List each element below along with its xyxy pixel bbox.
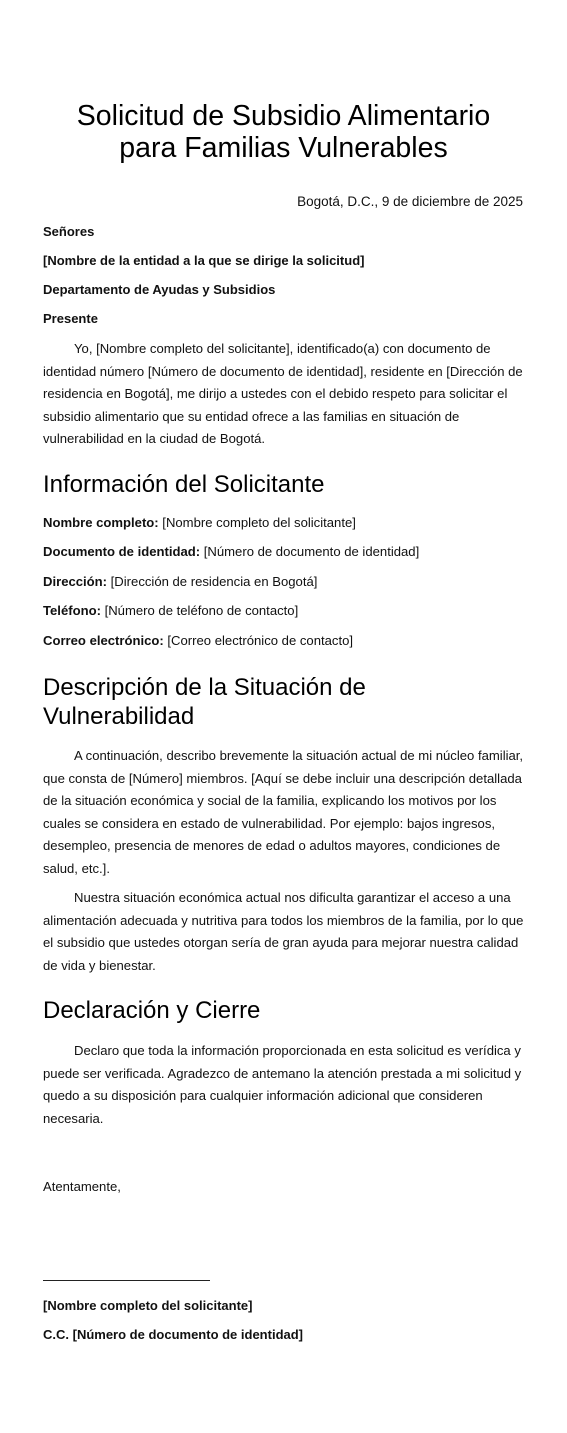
recipient-presente: Presente — [43, 311, 98, 326]
signature-id: C.C. [Número de documento de identidad] — [43, 1327, 304, 1342]
field-label: Nombre completo: — [43, 515, 159, 530]
recipient-entity: [Nombre de la entidad a la que se dirige la solicitud] — [43, 253, 365, 268]
title-line-2: para Familias Vulnerables — [119, 132, 448, 164]
field-full-name — [43, 514, 356, 532]
field-id-document — [43, 543, 419, 561]
field-phone — [43, 602, 298, 620]
document-date: Bogotá, D.C., 9 de diciembre de 2025 — [297, 194, 523, 209]
declaration-paragraph: Declaro que toda la información proporcionada en esta solicitud es verídica y puede ser verificada. Agradezco de antemano la atención prestada a mi solicitud y quedo a su disposición para cualquier información adicional que consideren necesaria. — [43, 1043, 522, 1126]
field-value: [Número de documento de identidad] — [200, 544, 420, 559]
section-heading-applicant-info: Información del Solicitante — [43, 471, 325, 498]
field-label: Correo electrónico: — [43, 633, 164, 648]
document-title — [30, 100, 537, 164]
vulnerability-paragraph-1: A continuación, describo brevemente la situación actual de mi núcleo familiar, que consta de [Número] miembros. [Aquí se debe incluir una descripción detallada de la situación económica y social de la familia, explicando los motivos por los cuales se considera en estado de vulnerabilidad. Por ejemplo: bajos ingresos, desempleo, presencia de menores de edad o adultos mayores, condiciones de salud, etc.]. — [43, 748, 524, 876]
field-label: Teléfono: — [43, 603, 101, 618]
field-value: [Número de teléfono de contacto] — [100, 603, 299, 618]
signature-line — [43, 1280, 210, 1281]
section-heading-vulnerability: Descripción de la Situación de Vulnerabilidad — [43, 674, 366, 730]
closing-text: Atentamente, — [43, 1179, 121, 1194]
field-value: [Nombre completo del solicitante] — [158, 515, 356, 530]
field-label: Dirección: — [43, 574, 108, 589]
field-address — [43, 573, 317, 591]
vulnerability-paragraph-2: Nuestra situación económica actual nos dificulta garantizar el acceso a una alimentación adecuada y nutritiva para todos los miembros de la familia, por lo que el subsidio que ustedes otorgan sería de gran ayuda para mejorar nuestra calidad de vida y bienestar. — [43, 890, 524, 973]
title-line-1: Solicitud de Subsidio Alimentario — [76, 100, 491, 132]
field-label: Documento de identidad: — [43, 544, 201, 559]
field-email — [43, 632, 353, 650]
recipient-department: Departamento de Ayudas y Subsidios — [43, 282, 276, 297]
recipient-salutation: Señores — [43, 224, 95, 239]
field-value: [Correo electrónico de contacto] — [163, 633, 354, 648]
intro-paragraph: Yo, [Nombre completo del solicitante], identificado(a) con documento de identidad número [Número de documento de identidad], residente en [Dirección de residencia en Bogotá], me dirijo a ustedes con el debido respeto para solicitar el subsidio alimentario que su entidad ofrece a las familias en situación de vulnerabilidad en la ciudad de Bogotá. — [43, 341, 523, 447]
signature-name: [Nombre completo del solicitante] — [43, 1298, 253, 1313]
section-heading-declaration: Declaración y Cierre — [43, 997, 261, 1024]
field-value: [Dirección de residencia en Bogotá] — [107, 574, 318, 589]
